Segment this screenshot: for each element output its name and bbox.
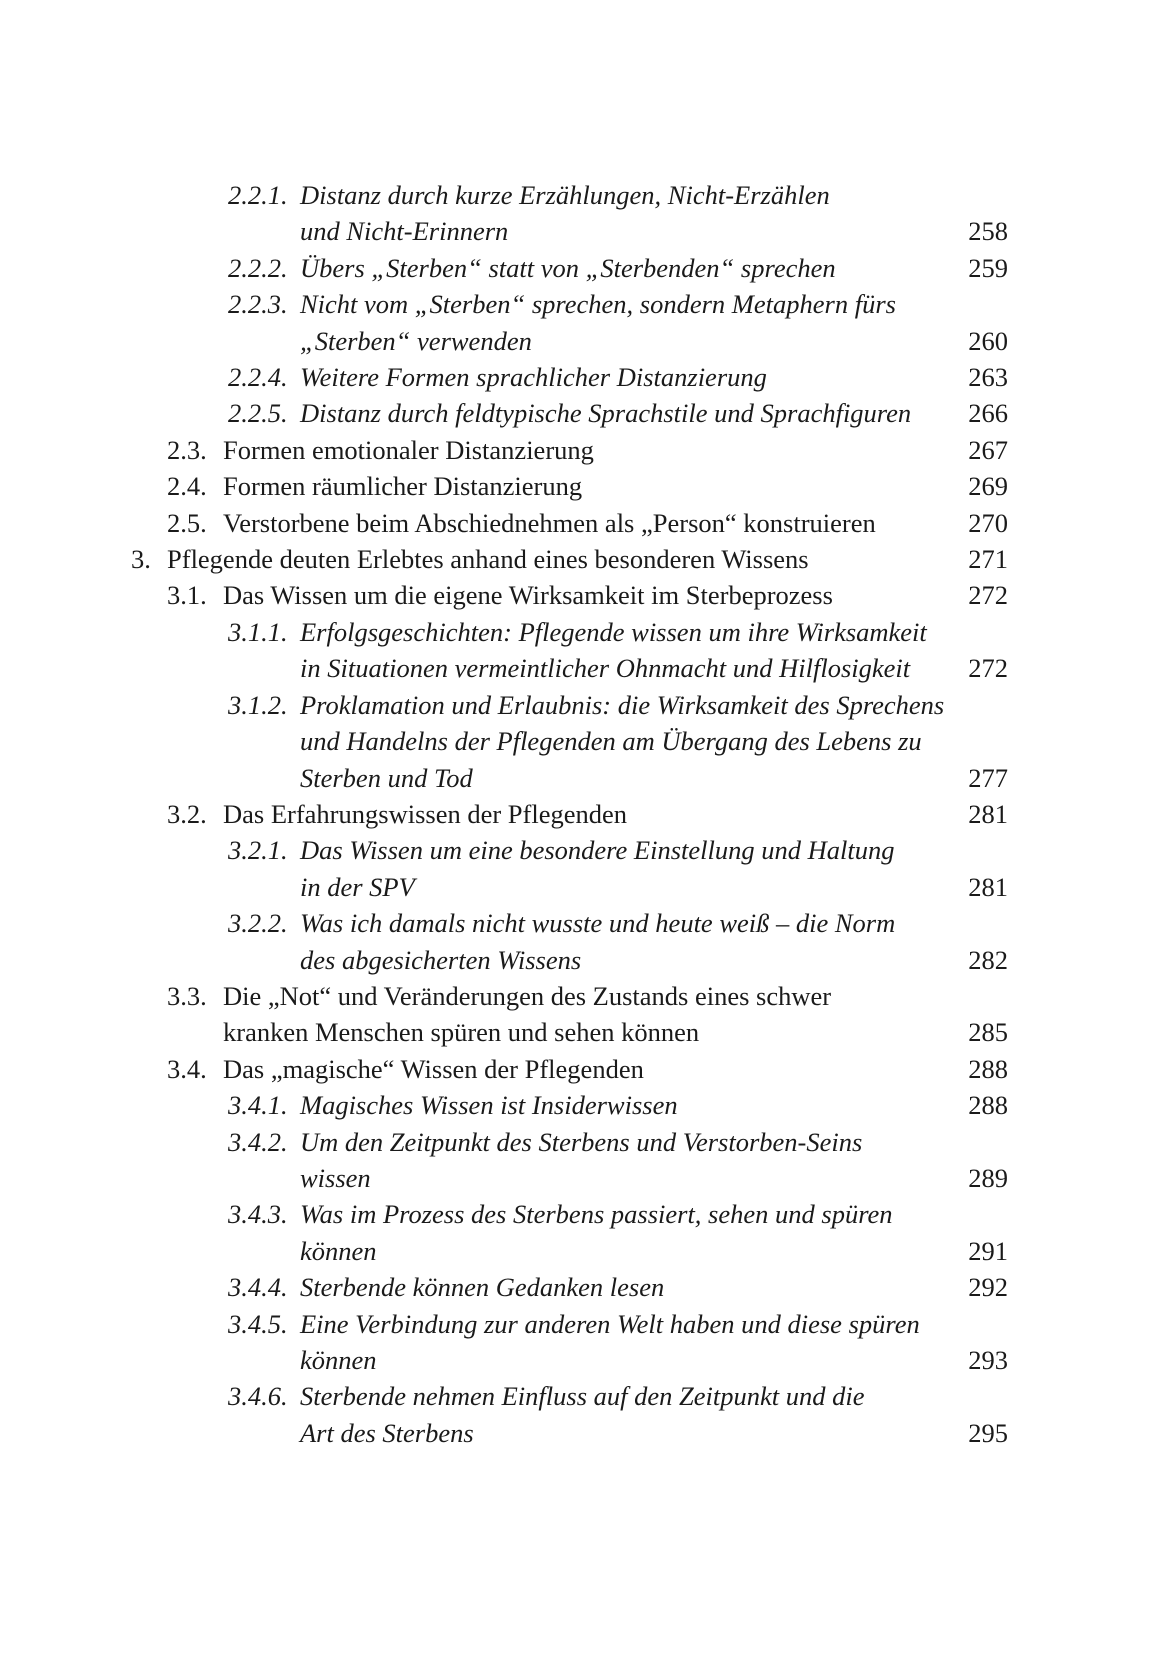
toc-entry-title-line: Formen räumlicher Distanzierung xyxy=(223,471,583,502)
toc-entry-title-line: Magisches Wissen ist Insiderwissen xyxy=(300,1090,678,1121)
toc-entry xyxy=(131,359,1008,395)
toc-entry-title-line: Das „magische“ Wissen der Pflegenden xyxy=(223,1053,644,1084)
toc-entry-title-line: Distanz durch kurze Erzählungen, Nicht-Erzählen xyxy=(300,180,830,210)
toc-entry-title xyxy=(300,1378,960,1451)
toc-entry-page-number: 288 xyxy=(968,1053,1008,1084)
toc-entry-page-number: 291 xyxy=(968,1235,1008,1266)
toc-entry-page-number: 267 xyxy=(968,434,1008,465)
toc-entry-number: 3.4.1. xyxy=(228,1090,288,1121)
toc-entry-title-line: können xyxy=(300,1235,377,1266)
toc-entry xyxy=(131,1124,1008,1197)
toc-entry-title-line: kranken Menschen spüren und sehen können xyxy=(223,1017,700,1048)
toc-entry-page-number: 263 xyxy=(968,362,1008,393)
toc-entry-title-line: in Situationen vermeintlicher Ohnmacht und Hilflosigkeit xyxy=(300,653,911,684)
toc-entry-page-number: 288 xyxy=(968,1090,1008,1121)
toc-entry-number: 3.1. xyxy=(167,580,207,611)
toc-entry xyxy=(131,687,1008,796)
toc-entry-title xyxy=(223,505,960,541)
toc-entry-title-line: Erfolgsgeschichten: Pflegende wissen um ihre Wirksamkeit xyxy=(300,616,927,647)
toc-entry xyxy=(131,432,1008,468)
toc-entry-title-line: Art des Sterbens xyxy=(300,1417,474,1448)
toc-entry-title-line: Verstorbene beim Abschiednehmen als „Person“ konstruieren xyxy=(223,507,876,538)
toc-entry-title-line: Was im Prozess des Sterbens passiert, sehen und spüren xyxy=(300,1199,893,1230)
toc-entry-page-number: 292 xyxy=(968,1272,1008,1303)
toc-entry-title xyxy=(300,1306,960,1379)
toc-entry-number: 3.4.6. xyxy=(228,1381,288,1412)
toc-entry-page-number: 269 xyxy=(968,471,1008,502)
toc-entry-title xyxy=(300,1087,960,1123)
toc-entry-number: 3.2.1. xyxy=(228,835,288,866)
toc-entry-number: 2.2.3. xyxy=(228,289,288,320)
toc-entry-title xyxy=(300,1196,960,1269)
toc-entry-title xyxy=(223,978,960,1051)
toc-entry-page-number: 281 xyxy=(968,798,1008,829)
toc-entry-title-line: in der SPV xyxy=(300,871,415,902)
toc-entry-page-number: 272 xyxy=(968,653,1008,684)
toc-entry-number: 3.4. xyxy=(167,1053,207,1084)
toc-entry-number: 2.2.2. xyxy=(228,252,288,283)
toc-entry xyxy=(131,541,1008,577)
toc-entry-title xyxy=(223,1051,960,1087)
toc-entry-title-line: Die „Not“ und Veränderungen des Zustands eines schwer xyxy=(223,980,832,1011)
toc-entry-number: 3.1.2. xyxy=(228,689,288,720)
toc-entry-title xyxy=(300,395,960,431)
toc-entry xyxy=(131,177,1008,250)
toc-entry-title-line: Sterbende nehmen Einfluss auf den Zeitpunkt und die xyxy=(300,1381,865,1412)
toc-entry-title-line: Distanz durch feldtypische Sprachstile und Sprachfiguren xyxy=(300,398,912,429)
toc-entry-title-line: Übers „Sterben“ statt von „Sterbenden“ sprechen xyxy=(300,252,836,283)
toc-entry xyxy=(131,832,1008,905)
toc-entry-title-line: und Handelns der Pflegenden am Übergang des Lebens zu xyxy=(300,726,922,757)
toc-entry-title-line: Sterbende können Gedanken lesen xyxy=(300,1272,665,1303)
toc-entry-title-line: Das Wissen um die eigene Wirksamkeit im Sterbeprozess xyxy=(223,580,833,611)
toc-entry-title-line: wissen xyxy=(300,1162,371,1193)
toc-entry-page-number: 293 xyxy=(968,1345,1008,1375)
toc-entry xyxy=(131,505,1008,541)
toc-entry xyxy=(131,905,1008,978)
toc-entry-title xyxy=(300,250,960,286)
toc-entry-number: 3.1.1. xyxy=(228,616,288,647)
toc-entry-title xyxy=(300,286,960,359)
toc-entry xyxy=(131,1306,1008,1379)
toc-entry-title xyxy=(223,468,960,504)
toc-entry-number: 3. xyxy=(131,544,151,575)
toc-entry-title-line: des abgesicherten Wissens xyxy=(300,944,582,975)
toc-entry-page-number: 270 xyxy=(968,507,1008,538)
toc-entry-title-line: Sterben und Tod xyxy=(300,762,473,793)
toc-entry-number: 3.4.4. xyxy=(228,1272,288,1303)
toc-entry-title-line: Weitere Formen sprachlicher Distanzierung xyxy=(300,362,767,393)
toc-entry xyxy=(131,1269,1008,1305)
toc-entry-title-line: Nicht vom „Sterben“ sprechen, sondern Metaphern fürs xyxy=(300,289,896,320)
toc-entry-number: 2.4. xyxy=(167,471,207,502)
table-of-contents xyxy=(131,177,1008,1451)
toc-entry xyxy=(131,978,1008,1051)
toc-entry xyxy=(131,468,1008,504)
toc-entry-title xyxy=(167,541,960,577)
toc-entry xyxy=(131,577,1008,613)
toc-entry-page-number: 272 xyxy=(968,580,1008,611)
toc-entry-number: 2.2.4. xyxy=(228,362,288,393)
toc-entry-number: 3.4.3. xyxy=(228,1199,288,1230)
toc-entry xyxy=(131,1051,1008,1087)
toc-entry-title-line: Formen emotionaler Distanzierung xyxy=(223,434,594,465)
toc-entry xyxy=(131,1196,1008,1269)
toc-entry xyxy=(131,286,1008,359)
toc-entry-page-number: 281 xyxy=(968,871,1008,902)
toc-entry-title-line: Proklamation und Erlaubnis: die Wirksamkeit des Sprechens xyxy=(300,689,945,720)
toc-entry xyxy=(131,395,1008,431)
toc-entry-title-line: Das Erfahrungswissen der Pflegenden xyxy=(223,798,628,829)
toc-entry-page-number: 258 xyxy=(968,216,1008,247)
toc-entry-page-number: 266 xyxy=(968,398,1008,429)
toc-entry-title xyxy=(300,832,960,905)
toc-entry-number: 2.5. xyxy=(167,507,207,538)
toc-entry-title xyxy=(300,359,960,395)
toc-entry-title xyxy=(300,905,960,978)
toc-entry-page-number: 277 xyxy=(968,762,1008,793)
toc-entry-title-line: Was ich damals nicht wusste und heute weiß – die Norm xyxy=(300,908,896,939)
toc-entry xyxy=(131,250,1008,286)
toc-entry-title xyxy=(223,796,960,832)
toc-entry-title-line: Um den Zeitpunkt des Sterbens und Verstorben-Seins xyxy=(300,1126,863,1157)
toc-entry xyxy=(131,1087,1008,1123)
toc-entry-page-number: 260 xyxy=(968,325,1008,356)
toc-entry-title xyxy=(300,614,960,687)
toc-entry-title-line: können xyxy=(300,1345,377,1375)
toc-entry-page-number: 295 xyxy=(968,1417,1008,1448)
toc-entry-number: 3.4.2. xyxy=(228,1126,288,1157)
toc-entry-page-number: 271 xyxy=(968,544,1008,575)
toc-entry xyxy=(131,614,1008,687)
toc-entry-title-line: Eine Verbindung zur anderen Welt haben und diese spüren xyxy=(300,1308,920,1339)
toc-entry-number: 3.4.5. xyxy=(228,1308,288,1339)
toc-entry-number: 2.2.5. xyxy=(228,398,288,429)
toc-entry-page-number: 259 xyxy=(968,252,1008,283)
toc-entry xyxy=(131,1378,1008,1451)
toc-entry-title xyxy=(223,577,960,613)
toc-entry-title xyxy=(300,687,960,796)
toc-entry-title xyxy=(223,432,960,468)
toc-entry-page-number: 285 xyxy=(968,1017,1008,1048)
toc-entry-number: 3.3. xyxy=(167,980,207,1011)
toc-entry-page-number: 282 xyxy=(968,944,1008,975)
toc-entry-title xyxy=(300,1124,960,1197)
toc-entry-title-line: Das Wissen um eine besondere Einstellung und Haltung xyxy=(300,835,895,866)
toc-entry-title-line: „Sterben“ verwenden xyxy=(300,325,532,356)
toc-entry-title xyxy=(300,177,960,250)
toc-entry-title xyxy=(300,1269,960,1305)
toc-entry-number: 3.2. xyxy=(167,798,207,829)
toc-entry-number: 2.2.1. xyxy=(228,180,288,210)
toc-entry-title-line: Pflegende deuten Erlebtes anhand eines besonderen Wissens xyxy=(167,544,809,575)
toc-entry-number: 3.2.2. xyxy=(228,908,288,939)
toc-entry-page-number: 289 xyxy=(968,1162,1008,1193)
toc-entry-title-line: und Nicht-Erinnern xyxy=(300,216,509,247)
toc-entry xyxy=(131,796,1008,832)
toc-entry-number: 2.3. xyxy=(167,434,207,465)
